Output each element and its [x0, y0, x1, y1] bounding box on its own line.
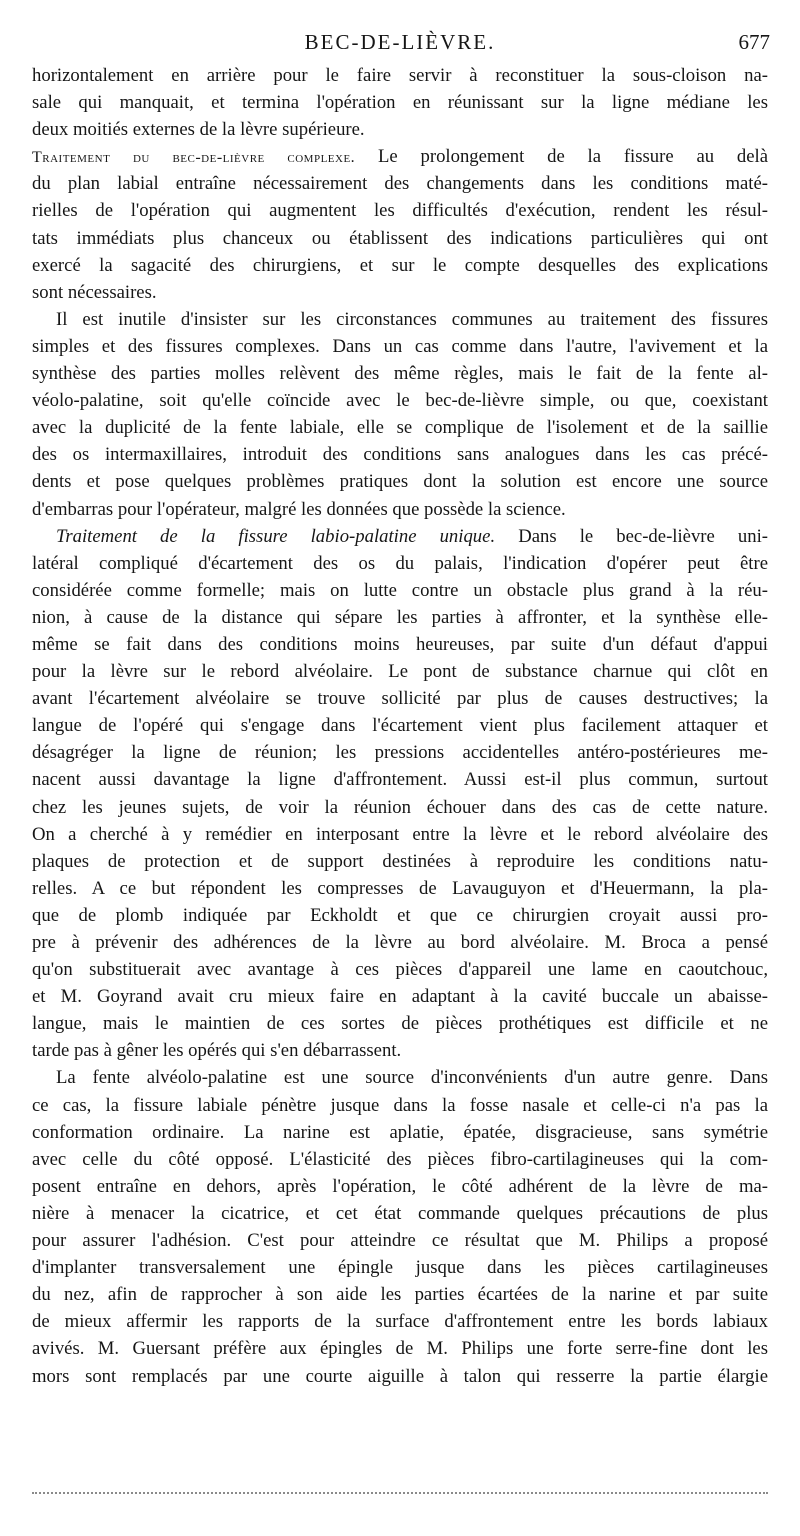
- text-fragment: Le prolongement de la fissure au delà: [378, 146, 768, 168]
- section-heading: Traitement de la fissure labio-palatine unique.: [56, 525, 496, 547]
- text-line: nacent aussi davantage la ligne d'affrontement. Aussi est-il plus commun, surtout: [32, 769, 768, 791]
- text-line: simples et des fissures complexes. Dans un cas comme dans l'autre, l'avivement et la: [32, 335, 768, 357]
- text-line: d'implanter transversalement une épingle jusque dans les pièces cartilagineuses: [32, 1257, 768, 1279]
- text-line: des os intermaxillaires, introduit des conditions sans analogues dans les cas précé-: [32, 444, 768, 466]
- section-heading: Traitement du bec-de-lièvre complexe.: [32, 149, 356, 167]
- text-line: plaques de protection et de support destinées à reproduire les conditions natu-: [32, 850, 768, 872]
- text-line: [32, 523, 768, 550]
- text-line: que de plomb indiquée par Eckholdt et que ce chirurgien croyait aussi pro-: [32, 904, 768, 926]
- text-line: avivés. M. Guersant préfère aux épingles de M. Philips une forte serre-fine dont les: [32, 1338, 768, 1360]
- text-line: considérée comme formelle; mais on lutte contre un obstacle plus grand à la réu-: [32, 579, 768, 601]
- text-line: du nez, afin de rapprocher à son aide les parties écartées de la narine et par suite: [32, 1284, 768, 1306]
- text-line: nière à menacer la cicatrice, et cet état commande quelques précautions de plus: [32, 1202, 768, 1224]
- text-fragment: Dans le bec-de-lièvre uni-: [518, 525, 768, 547]
- text-line: Il est inutile d'insister sur les circonstances communes au traitement des fissures: [56, 308, 768, 330]
- text-line: conformation ordinaire. La narine est aplatie, épatée, disgracieuse, sans symétrie: [32, 1121, 768, 1143]
- text-line: de mieux affermir les rapports de la surface d'affrontement entre les bords labiaux: [32, 1311, 768, 1333]
- text-line: pour assurer l'adhésion. C'est pour atteindre ce résultat que M. Philips a proposé: [32, 1230, 768, 1252]
- text-line: tats immédiats plus chanceux ou établissent des indications particulières qui ont: [32, 227, 768, 249]
- text-line: et M. Goyrand avait cru mieux faire en adaptant à la cavité buccale un abaisse-: [32, 986, 768, 1008]
- text-line: synthèse des parties molles relèvent des même règles, mais le fait de la fente al-: [32, 363, 768, 385]
- text-line: langue, mais le maintien de ces sortes de pièces prothétiques est difficile et ne: [32, 1013, 768, 1035]
- text-line: latéral compliqué d'écartement des os du palais, l'indication d'opérer peut être: [32, 552, 768, 574]
- text-line: tarde pas à gêner les opérés qui s'en débarrassent.: [32, 1040, 402, 1062]
- text-line: pour la lèvre sur le rebord alvéolaire. Le pont de substance charnue qui clôt en: [32, 661, 768, 683]
- text-line: d'embarras pour l'opérateur, malgré les données que possède la science.: [32, 498, 566, 520]
- text-line: sale qui manquait, et termina l'opération en réunissant sur la ligne médiane les: [32, 92, 768, 114]
- text-line: langue de l'opéré qui s'engage dans l'écartement vient plus facilement attaquer et: [32, 715, 768, 737]
- page-number: 677: [738, 30, 770, 54]
- text-line: deux moitiés externes de la lèvre supérieure.: [32, 119, 365, 141]
- running-title: BEC-DE-LIÈVRE.: [304, 30, 496, 54]
- text-line: relles. A ce but répondent les compresses de Lavauguyon et d'Heuermann, la pla-: [32, 877, 768, 899]
- text-line: sont nécessaires.: [32, 281, 157, 303]
- text-line: rielles de l'opération qui augmentent les difficultés d'exécution, rendent les résul-: [32, 200, 768, 222]
- text-line: qu'on substituerait avec avantage à ces pièces d'appareil une lame en caoutchouc,: [32, 959, 768, 981]
- text-line: La fente alvéolo-palatine est une source d'inconvénients d'un autre genre. Dans: [56, 1067, 768, 1089]
- text-line: exercé la sagacité des chirurgiens, et sur le compte desquelles des explications: [32, 254, 768, 276]
- text-line: pre à prévenir des adhérences de la lèvre au bord alvéolaire. M. Broca a pensé: [32, 932, 768, 953]
- text-line: mors sont remplacés par une courte aiguille à talon qui resserre la partie élargie: [32, 1365, 768, 1387]
- body-text: [32, 62, 768, 1390]
- text-line: posent entraîne en dehors, après l'opération, le côté adhérent de la lèvre de ma-: [32, 1175, 768, 1197]
- text-line: ce cas, la fissure labiale pénètre jusque dans la fosse nasale et celle-ci n'a pas la: [32, 1094, 768, 1116]
- text-line: désagréger la ligne de réunion; les pressions accidentelles antéro-postérieures me-: [32, 742, 768, 764]
- text-line: horizontalement en arrière pour le faire servir à reconstituer la sous-cloison na-: [32, 65, 768, 86]
- running-head: [30, 22, 770, 62]
- text-line: [32, 143, 768, 170]
- text-line: nion, à cause de la distance qui sépare les parties à affronter, et la synthèse elle-: [32, 606, 768, 628]
- footer-dotted-rule: [32, 1492, 768, 1494]
- text-line: dents et pose quelques problèmes pratiques dont la solution est encore une source: [32, 471, 768, 493]
- text-line: du plan labial entraîne nécessairement des changements dans les conditions maté-: [32, 173, 768, 195]
- text-line: véolo-palatine, soit qu'elle coïncide avec le bec-de-lièvre simple, ou que, coexistant: [32, 390, 768, 412]
- text-line: avant l'écartement alvéolaire se trouve sollicité par plus de causes destructives; la: [32, 688, 768, 710]
- text-line: chez les jeunes sujets, de voir la réunion échouer dans des cas de cette nature.: [32, 796, 768, 818]
- text-line: avec celle du côté opposé. L'élasticité des pièces fibro-cartilagineuses qui la com-: [32, 1148, 768, 1170]
- text-line: avec la duplicité de la fente labiale, elle se complique de l'isolement et de la saillie: [32, 417, 768, 439]
- text-line: même se fait dans des conditions moins heureuses, par suite d'un défaut d'appui: [32, 633, 768, 655]
- text-line: On a cherché à y remédier en interposant entre la lèvre et le rebord alvéolaire des: [32, 823, 768, 845]
